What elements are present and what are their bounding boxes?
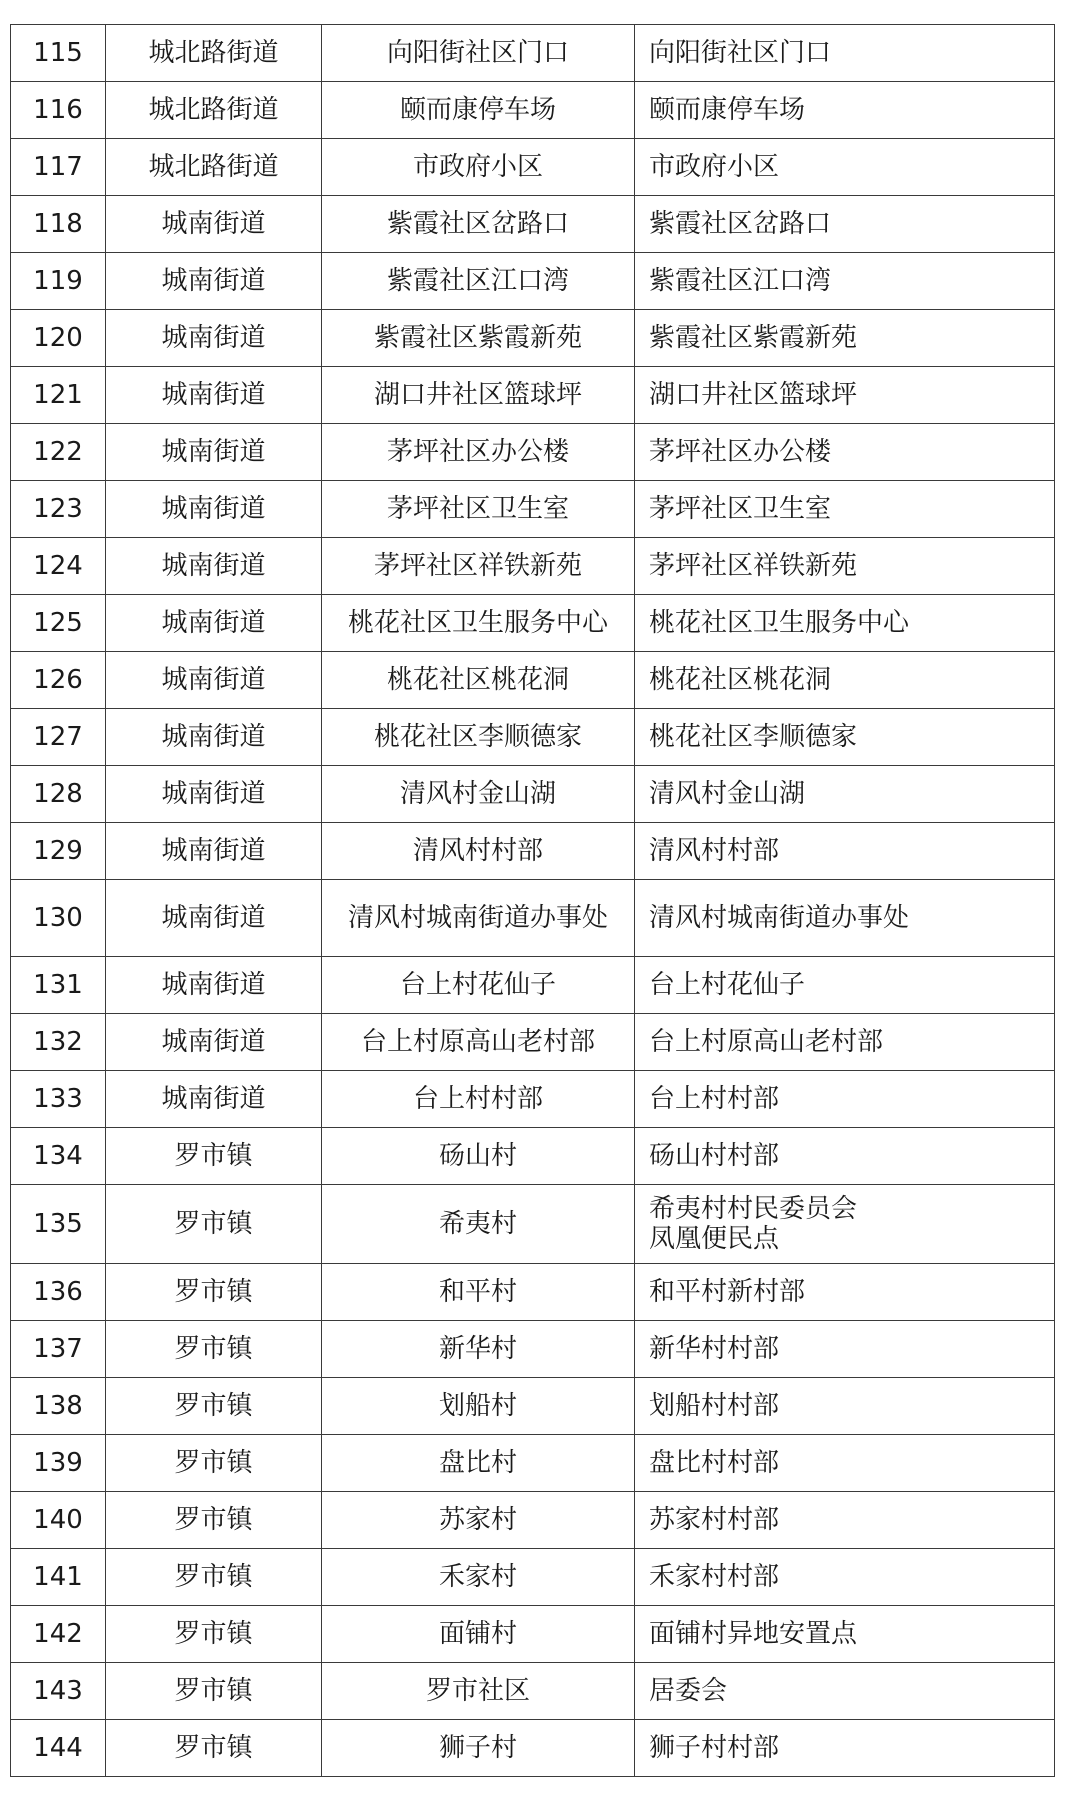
location-line: 新华村村部 — [649, 1334, 780, 1364]
location-cell — [635, 424, 1055, 481]
street-cell: 罗市镇 — [106, 1264, 322, 1321]
row-number-cell: 127 — [11, 709, 106, 766]
street-cell: 城南街道 — [106, 367, 322, 424]
location-cell — [635, 82, 1055, 139]
location-cell — [635, 1185, 1055, 1264]
row-number-cell: 130 — [11, 880, 106, 957]
sampling-point-cell: 清风村金山湖 — [322, 766, 635, 823]
location-cell — [635, 1663, 1055, 1720]
table-row — [11, 25, 1055, 82]
row-number-cell: 115 — [11, 25, 106, 82]
location-cell — [635, 367, 1055, 424]
sampling-point-cell: 紫霞社区江口湾 — [322, 253, 635, 310]
table-row — [11, 1606, 1055, 1663]
table-row — [11, 823, 1055, 880]
sampling-point-cell: 向阳街社区门口 — [322, 25, 635, 82]
location-cell — [635, 538, 1055, 595]
street-cell: 罗市镇 — [106, 1435, 322, 1492]
sampling-point-cell: 紫霞社区岔路口 — [322, 196, 635, 253]
row-number-cell: 117 — [11, 139, 106, 196]
table-row — [11, 253, 1055, 310]
location-cell — [635, 25, 1055, 82]
location-line: 台上村原高山老村部 — [649, 1027, 884, 1057]
sampling-point-cell: 茅坪社区办公楼 — [322, 424, 635, 481]
location-cell — [635, 1071, 1055, 1128]
location-cell — [635, 709, 1055, 766]
street-cell: 城南街道 — [106, 595, 322, 652]
location-line: 和平村新村部 — [649, 1277, 806, 1307]
row-number-cell: 131 — [11, 957, 106, 1014]
street-cell: 城南街道 — [106, 1071, 322, 1128]
location-cell — [635, 957, 1055, 1014]
location-cell — [635, 310, 1055, 367]
sampling-point-cell: 狮子村 — [322, 1720, 635, 1777]
table-row — [11, 1435, 1055, 1492]
table-row — [11, 1549, 1055, 1606]
row-number-cell: 123 — [11, 481, 106, 538]
row-number-cell: 141 — [11, 1549, 106, 1606]
sampling-point-cell: 希夷村 — [322, 1185, 635, 1264]
location-cell — [635, 481, 1055, 538]
location-line: 茅坪社区卫生室 — [649, 494, 832, 524]
table-row — [11, 139, 1055, 196]
table-row — [11, 1014, 1055, 1071]
location-cell — [635, 1014, 1055, 1071]
street-cell: 城北路街道 — [106, 25, 322, 82]
row-number-cell: 116 — [11, 82, 106, 139]
street-cell: 罗市镇 — [106, 1128, 322, 1185]
sampling-point-cell: 新华村 — [322, 1321, 635, 1378]
location-cell — [635, 1606, 1055, 1663]
row-number-cell: 125 — [11, 595, 106, 652]
location-line: 台上村村部 — [649, 1084, 780, 1114]
location-line: 茅坪社区祥铁新苑 — [649, 551, 858, 581]
sampling-point-cell: 台上村花仙子 — [322, 957, 635, 1014]
sampling-point-cell: 桃花社区李顺德家 — [322, 709, 635, 766]
street-cell: 城南街道 — [106, 1014, 322, 1071]
table-row — [11, 310, 1055, 367]
sampling-point-cell: 茅坪社区卫生室 — [322, 481, 635, 538]
table-row — [11, 481, 1055, 538]
location-cell — [635, 139, 1055, 196]
sampling-point-cell: 颐而康停车场 — [322, 82, 635, 139]
sampling-point-cell: 砀山村 — [322, 1128, 635, 1185]
table-row — [11, 595, 1055, 652]
row-number-cell: 137 — [11, 1321, 106, 1378]
table-row — [11, 196, 1055, 253]
location-cell — [635, 880, 1055, 957]
location-cell — [635, 1549, 1055, 1606]
street-cell: 罗市镇 — [106, 1663, 322, 1720]
location-line: 盘比村村部 — [649, 1448, 780, 1478]
row-number-cell: 138 — [11, 1378, 106, 1435]
row-number-cell: 119 — [11, 253, 106, 310]
table-row — [11, 1321, 1055, 1378]
location-line: 砀山村村部 — [649, 1141, 780, 1171]
location-line: 苏家村村部 — [649, 1505, 780, 1535]
street-cell: 罗市镇 — [106, 1321, 322, 1378]
street-cell: 罗市镇 — [106, 1492, 322, 1549]
location-line: 台上村花仙子 — [649, 970, 806, 1000]
row-number-cell: 139 — [11, 1435, 106, 1492]
location-line: 狮子村村部 — [649, 1733, 780, 1763]
table-row — [11, 1720, 1055, 1777]
location-line: 希夷村村民委员会 — [649, 1194, 858, 1224]
table-row — [11, 766, 1055, 823]
row-number-cell: 143 — [11, 1663, 106, 1720]
table-row — [11, 82, 1055, 139]
sampling-point-cell: 茅坪社区祥铁新苑 — [322, 538, 635, 595]
location-line: 清风村城南街道办事处 — [649, 903, 910, 933]
location-cell — [635, 253, 1055, 310]
location-cell — [635, 1378, 1055, 1435]
location-line: 禾家村村部 — [649, 1562, 780, 1592]
location-cell — [635, 823, 1055, 880]
street-cell: 罗市镇 — [106, 1378, 322, 1435]
location-line: 桃花社区李顺德家 — [649, 722, 858, 752]
street-cell: 城南街道 — [106, 957, 322, 1014]
table-row — [11, 1128, 1055, 1185]
street-cell: 城南街道 — [106, 310, 322, 367]
table-row — [11, 1071, 1055, 1128]
location-line: 划船村村部 — [649, 1391, 780, 1421]
row-number-cell: 133 — [11, 1071, 106, 1128]
street-cell: 城南街道 — [106, 538, 322, 595]
row-number-cell: 121 — [11, 367, 106, 424]
street-cell: 罗市镇 — [106, 1720, 322, 1777]
row-number-cell: 134 — [11, 1128, 106, 1185]
sampling-point-cell: 清风村城南街道办事处 — [322, 880, 635, 957]
row-number-cell: 118 — [11, 196, 106, 253]
row-number-cell: 132 — [11, 1014, 106, 1071]
table-row — [11, 1663, 1055, 1720]
location-cell — [635, 766, 1055, 823]
sampling-point-cell: 盘比村 — [322, 1435, 635, 1492]
row-number-cell: 142 — [11, 1606, 106, 1663]
location-line: 紫霞社区江口湾 — [649, 266, 832, 296]
street-cell: 城南街道 — [106, 481, 322, 538]
table-row — [11, 538, 1055, 595]
location-cell — [635, 196, 1055, 253]
sampling-point-cell: 禾家村 — [322, 1549, 635, 1606]
street-cell: 城南街道 — [106, 652, 322, 709]
sampling-point-cell: 面铺村 — [322, 1606, 635, 1663]
street-cell: 罗市镇 — [106, 1549, 322, 1606]
location-cell — [635, 1435, 1055, 1492]
location-line: 清风村金山湖 — [649, 779, 806, 809]
row-number-cell: 126 — [11, 652, 106, 709]
row-number-cell: 124 — [11, 538, 106, 595]
row-number-cell: 128 — [11, 766, 106, 823]
sampling-point-cell: 清风村村部 — [322, 823, 635, 880]
sampling-point-cell: 桃花社区桃花洞 — [322, 652, 635, 709]
location-line: 紫霞社区岔路口 — [649, 209, 832, 239]
sampling-site-table — [10, 24, 1055, 1777]
row-number-cell: 136 — [11, 1264, 106, 1321]
location-line: 向阳街社区门口 — [649, 38, 832, 68]
street-cell: 城南街道 — [106, 823, 322, 880]
location-line: 面铺村异地安置点 — [649, 1619, 858, 1649]
sampling-point-cell: 罗市社区 — [322, 1663, 635, 1720]
table-row — [11, 424, 1055, 481]
location-line: 湖口井社区篮球坪 — [649, 380, 858, 410]
table-body — [11, 25, 1055, 1777]
table-row — [11, 709, 1055, 766]
sampling-point-cell: 台上村村部 — [322, 1071, 635, 1128]
street-cell: 城南街道 — [106, 709, 322, 766]
row-number-cell: 120 — [11, 310, 106, 367]
location-cell — [635, 1492, 1055, 1549]
sampling-point-cell: 紫霞社区紫霞新苑 — [322, 310, 635, 367]
table-row — [11, 880, 1055, 957]
street-cell: 城南街道 — [106, 766, 322, 823]
location-cell — [635, 1720, 1055, 1777]
location-line: 茅坪社区办公楼 — [649, 437, 832, 467]
location-line: 居委会 — [649, 1676, 728, 1706]
table-row — [11, 1264, 1055, 1321]
table-row — [11, 652, 1055, 709]
street-cell: 罗市镇 — [106, 1606, 322, 1663]
row-number-cell: 144 — [11, 1720, 106, 1777]
location-line: 桃花社区桃花洞 — [649, 665, 832, 695]
street-cell: 城南街道 — [106, 253, 322, 310]
table-row — [11, 1492, 1055, 1549]
sampling-site-table-container — [10, 24, 1054, 1777]
street-cell: 罗市镇 — [106, 1185, 322, 1264]
location-cell — [635, 1264, 1055, 1321]
sampling-point-cell: 桃花社区卫生服务中心 — [322, 595, 635, 652]
street-cell: 城南街道 — [106, 424, 322, 481]
location-line: 清风村村部 — [649, 836, 780, 866]
location-cell — [635, 595, 1055, 652]
location-line: 颐而康停车场 — [649, 95, 806, 125]
table-row — [11, 367, 1055, 424]
sampling-point-cell: 湖口井社区篮球坪 — [322, 367, 635, 424]
sampling-point-cell: 台上村原高山老村部 — [322, 1014, 635, 1071]
location-line: 凤凰便民点 — [649, 1224, 780, 1254]
street-cell: 城南街道 — [106, 880, 322, 957]
row-number-cell: 135 — [11, 1185, 106, 1264]
sampling-point-cell: 市政府小区 — [322, 139, 635, 196]
row-number-cell: 140 — [11, 1492, 106, 1549]
table-row — [11, 1185, 1055, 1264]
sampling-point-cell: 和平村 — [322, 1264, 635, 1321]
location-line: 桃花社区卫生服务中心 — [649, 608, 910, 638]
location-cell — [635, 1128, 1055, 1185]
location-line: 市政府小区 — [649, 152, 780, 182]
row-number-cell: 122 — [11, 424, 106, 481]
street-cell: 城北路街道 — [106, 82, 322, 139]
street-cell: 城南街道 — [106, 196, 322, 253]
sampling-point-cell: 划船村 — [322, 1378, 635, 1435]
location-cell — [635, 652, 1055, 709]
sampling-point-cell: 苏家村 — [322, 1492, 635, 1549]
table-row — [11, 957, 1055, 1014]
street-cell: 城北路街道 — [106, 139, 322, 196]
location-line: 紫霞社区紫霞新苑 — [649, 323, 858, 353]
location-cell — [635, 1321, 1055, 1378]
table-row — [11, 1378, 1055, 1435]
row-number-cell: 129 — [11, 823, 106, 880]
